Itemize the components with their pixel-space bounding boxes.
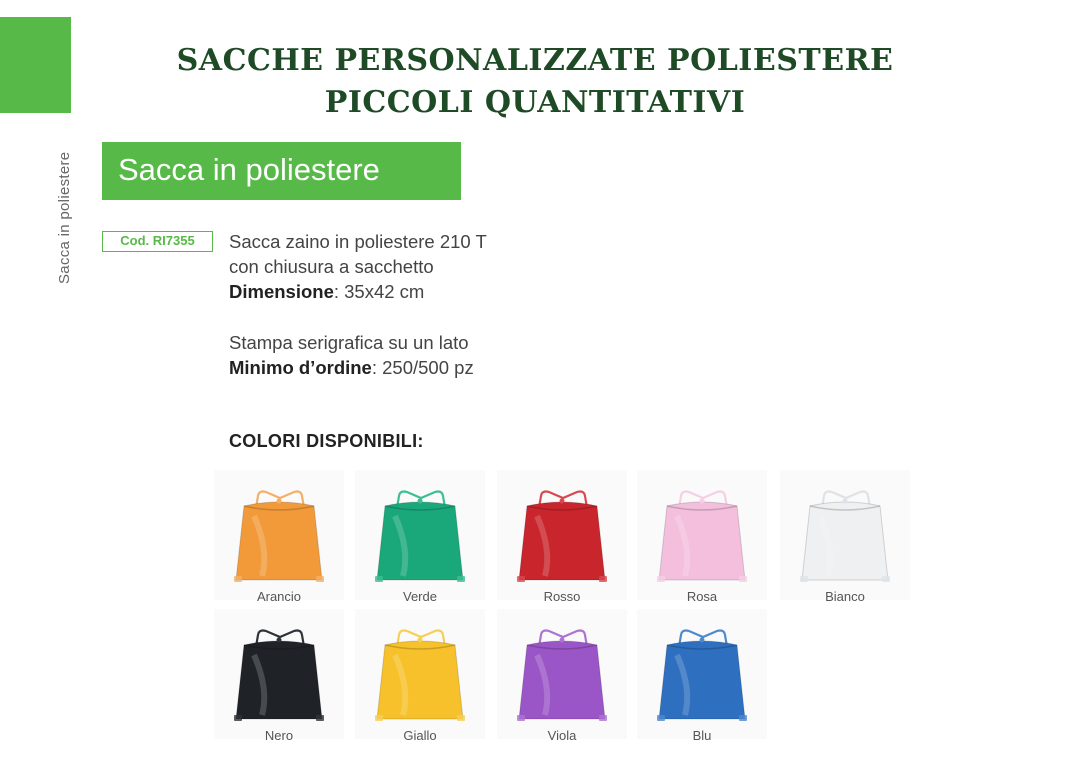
color-swatch-nero xyxy=(214,609,344,743)
drawstring-bag-image xyxy=(497,470,627,590)
color-swatch-verde xyxy=(355,470,485,604)
product-code-badge: Cod. RI7355 xyxy=(102,231,213,252)
drawstring-bag-image xyxy=(214,609,344,729)
print-line: Stampa serigrafica su un lato xyxy=(229,332,469,353)
color-label: Verde xyxy=(403,589,437,604)
product-description xyxy=(229,229,487,380)
color-label: Arancio xyxy=(256,589,302,604)
drawstring-bag-image xyxy=(355,609,485,729)
desc-line-1: Sacca zaino in poliestere 210 T xyxy=(229,231,487,252)
min-order-value: : 250/500 pz xyxy=(371,357,474,378)
drawstring-bag-image xyxy=(637,470,767,590)
color-swatch-arancio xyxy=(214,470,344,604)
desc-line-2: con chiusura a sacchetto xyxy=(229,256,434,277)
min-order-line xyxy=(229,355,487,380)
color-swatch-bianco xyxy=(780,470,910,604)
green-accent-block xyxy=(0,17,71,113)
dimension-value: : 35x42 cm xyxy=(333,281,425,302)
side-label: Sacca in poliestere xyxy=(56,151,73,284)
color-label: Rosso xyxy=(543,589,581,604)
drawstring-bag-image xyxy=(497,609,627,729)
product-subtitle: Sacca in poliestere xyxy=(102,142,461,200)
drawstring-bag-image xyxy=(637,609,767,729)
page-title xyxy=(120,40,950,124)
drawstring-bag-image xyxy=(355,470,485,590)
dimension-label: Dimensione xyxy=(229,281,334,302)
drawstring-bag-image xyxy=(214,470,344,590)
min-order-label: Minimo d’ordine xyxy=(229,357,372,378)
color-label: Blu xyxy=(692,728,712,743)
color-label: Nero xyxy=(264,728,294,743)
color-swatch-giallo xyxy=(355,609,485,743)
color-swatch-viola xyxy=(497,609,627,743)
color-label: Rosa xyxy=(686,589,718,604)
color-swatch-blu xyxy=(637,609,767,743)
title-line-2: PICCOLI QUANTITATIVI xyxy=(324,85,746,120)
drawstring-bag-image xyxy=(780,470,910,590)
colors-heading: COLORI DISPONIBILI: xyxy=(229,431,424,451)
color-label: Bianco xyxy=(825,589,865,604)
color-swatch-rosso xyxy=(497,470,627,604)
color-swatch-rosa xyxy=(637,470,767,604)
dimension-line xyxy=(229,279,487,304)
color-label: Giallo xyxy=(403,728,437,743)
color-label: Viola xyxy=(547,728,577,743)
title-line-1: SACCHE PERSONALIZZATE POLIESTERE xyxy=(176,43,894,78)
